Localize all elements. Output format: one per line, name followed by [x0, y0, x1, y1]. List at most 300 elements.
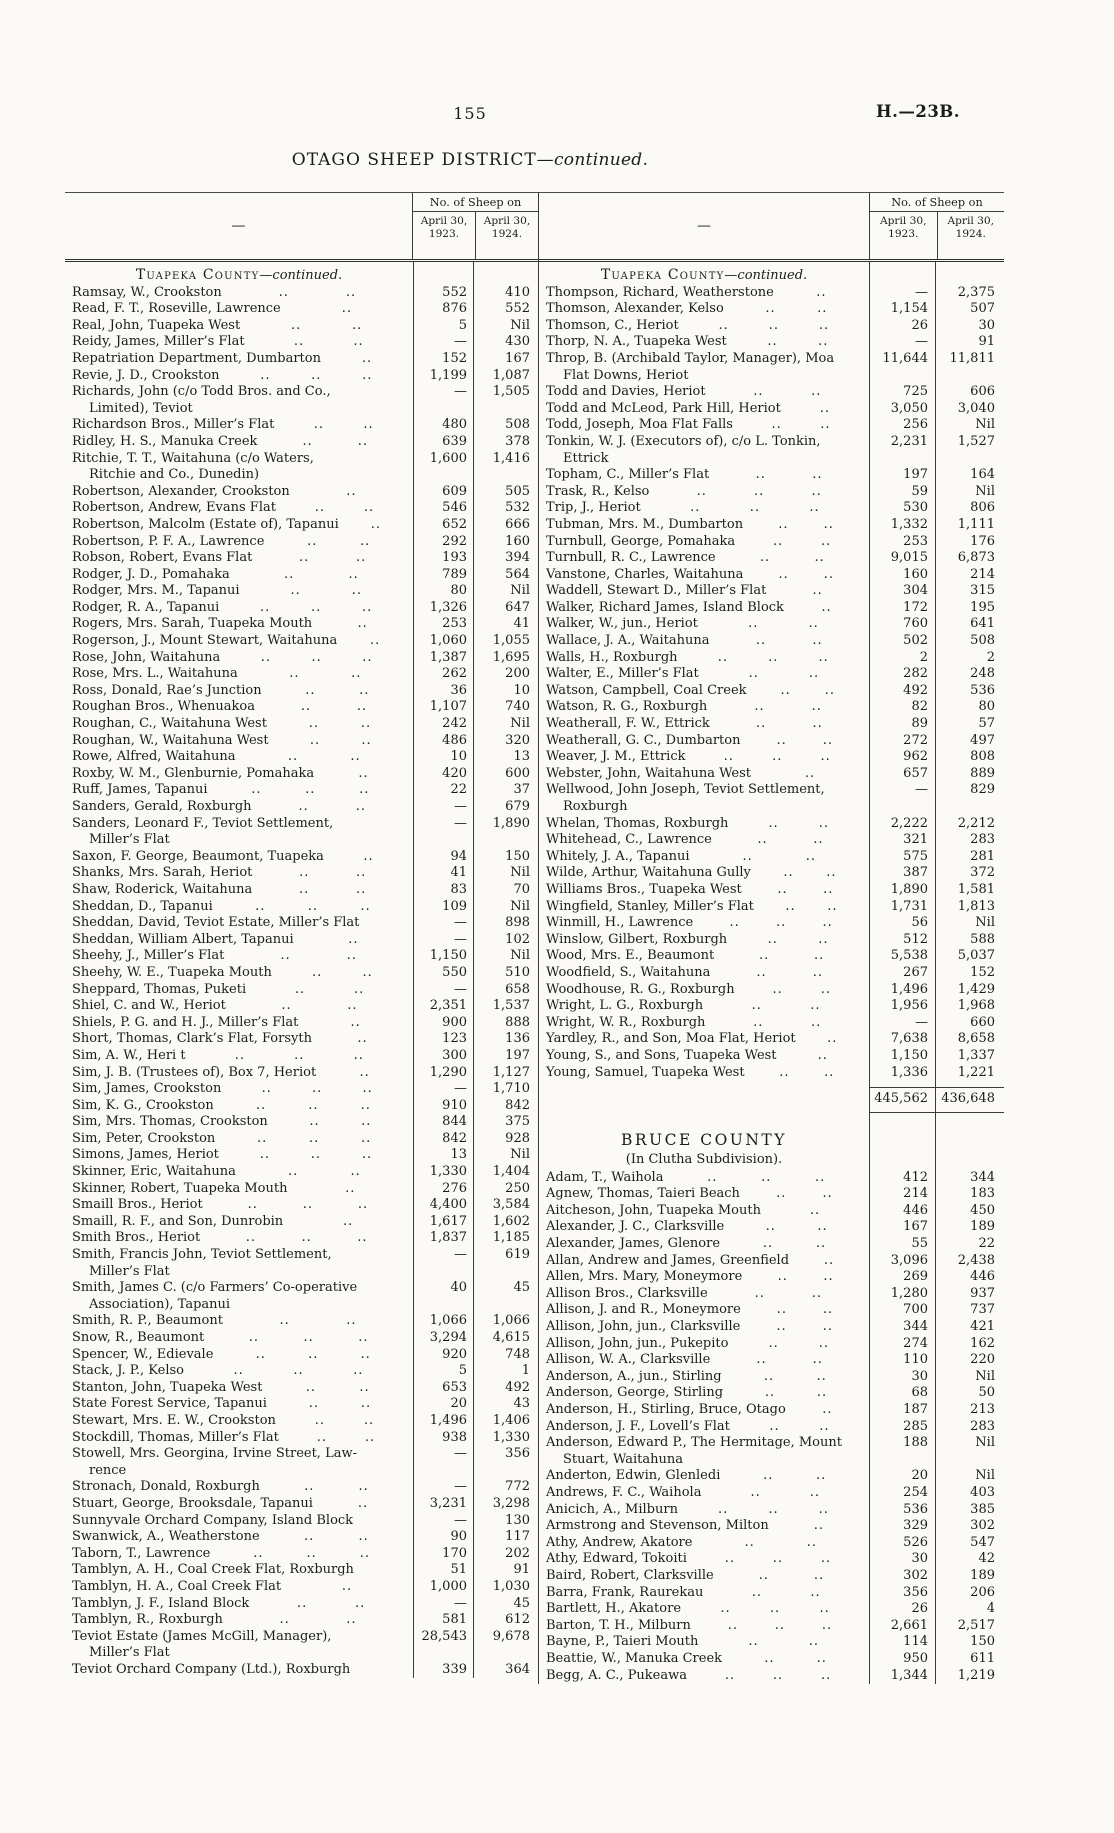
table-row — [539, 285, 1004, 302]
owner-name-text: Woodfield, S., Waitahuna — [546, 964, 711, 980]
owner-name-text: Rodger, R. A., Tapanui — [72, 599, 220, 615]
dot-group: .. — [351, 317, 363, 333]
leader-dots — [716, 550, 869, 567]
owner-name — [65, 1413, 413, 1430]
sheep-1924: 588 — [935, 932, 1004, 949]
owner-name-text: Athy, Edward, Tokoiti — [546, 1551, 687, 1567]
owner-name-text: Yardley, R., and Son, Moa Flat, Heriot — [546, 1031, 796, 1047]
table-row — [539, 1568, 1004, 1585]
table-row — [65, 351, 538, 368]
dot-group: .. — [809, 1202, 821, 1218]
owner-name-text: Sheehy, W. E., Tuapeka Mouth — [72, 964, 272, 980]
dot-group: .. — [316, 1429, 327, 1445]
leader-dots — [210, 1546, 413, 1563]
table-row — [65, 650, 538, 667]
dot-group: .. — [812, 583, 823, 599]
sheep-1924: 91 — [935, 334, 1004, 351]
owner-name — [539, 434, 869, 467]
leader-dots — [312, 616, 413, 633]
owner-name-text: Read, F. T., Roseville, Lawrence — [72, 301, 281, 317]
dot-group: .. — [744, 1534, 755, 1550]
owner-name — [65, 550, 413, 567]
dot-group: .. — [822, 1186, 833, 1202]
table-row — [539, 1502, 1004, 1519]
sheep-1924: 150 — [935, 1634, 1004, 1651]
sheep-1924: 8,658 — [935, 1031, 1004, 1048]
leader-dots — [728, 1336, 869, 1353]
owner-name — [539, 699, 869, 716]
owner-name-text: Tamblyn, H. A., Coal Creek Flat — [72, 1578, 282, 1594]
sheep-1923: 1,154 — [869, 301, 935, 318]
dot-group: .. — [690, 500, 701, 516]
dot-group: .. — [811, 699, 822, 715]
sheep-1923: — — [413, 1446, 473, 1479]
owner-name-text: Beattie, W., Manuka Creek — [546, 1650, 723, 1666]
leader-dots — [316, 1065, 413, 1082]
sheep-1923: 214 — [869, 1186, 935, 1203]
right-table-body — [539, 262, 1004, 1684]
dot-group: .. — [818, 1501, 829, 1517]
county-heading — [539, 1121, 869, 1170]
sheep-1924: Nil — [935, 1369, 1004, 1386]
table-row — [539, 417, 1004, 434]
owner-name-continuation: Roxburgh — [563, 799, 628, 814]
table-row — [65, 384, 538, 417]
sheep-1924: 42 — [935, 1551, 1004, 1568]
sheep-1924: 162 — [935, 1336, 1004, 1353]
sheep-1923: 274 — [869, 1336, 935, 1353]
sheep-1923: 581 — [413, 1612, 473, 1629]
sheep-1924: 302 — [935, 1518, 1004, 1535]
owner-name-text: Williams Bros., Tuapeka West — [546, 881, 742, 897]
sheep-1924: 2,212 — [935, 816, 1004, 833]
owner-name — [539, 1302, 869, 1319]
sheep-1924: 45 — [473, 1280, 538, 1313]
dot-group: .. — [350, 1164, 361, 1180]
dot-group: .. — [305, 782, 316, 798]
owner-name-text: Rogers, Mrs. Sarah, Tuapeka Mouth — [72, 616, 313, 632]
dot-group: .. — [359, 682, 370, 698]
sheep-1924: 30 — [935, 318, 1004, 335]
owner-name — [539, 1568, 869, 1585]
dot-group: .. — [363, 848, 374, 864]
sheep-1924: 737 — [935, 1302, 1004, 1319]
sheep-1924: 1,890 — [473, 816, 538, 849]
county-subdivision: (In Clutha Subdivision). — [625, 1151, 783, 1167]
table-row — [65, 334, 538, 351]
owner-name-text: Robertson, Malcolm (Estate of), Tapanui — [72, 516, 339, 532]
sheep-1924: Nil — [935, 484, 1004, 501]
leader-dots — [710, 965, 869, 982]
dot-group: .. — [755, 633, 767, 649]
dot-group: .. — [359, 1545, 370, 1561]
sheep-1924: 740 — [473, 699, 538, 716]
dot-group: .. — [818, 815, 829, 831]
sheep-1923: — — [413, 982, 473, 999]
owner-name-text: Roxby, W. M., Glenburnie, Pomahaka — [72, 765, 315, 781]
continued-label: —continued. — [259, 268, 343, 283]
owner-name-text: Anderson, J. F., Lovell’s Flat — [546, 1418, 730, 1434]
owner-name — [539, 484, 869, 501]
owner-name — [65, 1181, 413, 1198]
dot-group: .. — [260, 367, 271, 383]
leader-dots — [781, 401, 869, 418]
leader-dots — [740, 1319, 869, 1336]
dot-group: .. — [360, 1097, 371, 1113]
owner-name-text: Trask, R., Kelso — [546, 483, 650, 499]
owner-name — [65, 517, 413, 534]
owner-name-text: Rowe, Alfred, Waitahuna — [72, 749, 236, 765]
dot-group: .. — [756, 1352, 767, 1368]
table-row — [539, 666, 1004, 683]
owner-name — [65, 1330, 413, 1347]
owner-name — [65, 1114, 413, 1131]
dot-group: .. — [369, 633, 381, 649]
owner-name — [539, 318, 869, 335]
sheep-1923: 5 — [413, 318, 473, 335]
sheep-1923: — — [869, 782, 935, 815]
dot-group: .. — [821, 1617, 833, 1633]
leader-dots — [687, 1668, 869, 1685]
dot-group: .. — [301, 1230, 312, 1246]
dot-group: .. — [361, 1147, 373, 1163]
sheep-1924: 508 — [935, 633, 1004, 650]
table-row — [65, 1546, 538, 1563]
owner-name-text: Sim, Peter, Crookston — [72, 1130, 216, 1146]
dot-group: .. — [753, 384, 764, 400]
table-row — [65, 1313, 538, 1330]
leader-dots — [706, 384, 869, 401]
dot-group: .. — [361, 1114, 372, 1130]
sheep-1923: 329 — [869, 1518, 935, 1535]
owner-name-text: Shanks, Mrs. Sarah, Heriot — [72, 865, 253, 881]
table-row — [539, 1518, 1004, 1535]
leader-dots — [213, 1347, 413, 1364]
section-heading-row — [539, 267, 1004, 285]
sheep-1923: 1,000 — [413, 1579, 473, 1596]
dot-group: .. — [821, 599, 832, 615]
owner-name-text: Andrews, F. C., Waihola — [546, 1484, 702, 1500]
table-row — [65, 899, 538, 916]
owner-name — [539, 1585, 869, 1602]
dot-group: .. — [816, 1468, 827, 1484]
dot-group: .. — [768, 649, 779, 665]
sheep-1924: 641 — [935, 616, 1004, 633]
sheep-1924: 2 — [935, 650, 1004, 667]
dot-group: .. — [360, 533, 371, 549]
dot-group: .. — [822, 1402, 833, 1417]
leader-dots — [720, 1468, 869, 1485]
owner-name-continuation: Stuart, Waitahuna — [563, 1451, 683, 1467]
leader-dots — [693, 915, 869, 932]
sheep-1924: 206 — [935, 1585, 1004, 1602]
table-row — [539, 600, 1004, 617]
table-row — [539, 1031, 1004, 1048]
table-row — [539, 1634, 1004, 1651]
sheep-1923: 1,336 — [869, 1065, 935, 1082]
number-columns-header — [869, 193, 1004, 259]
sheep-1923: 170 — [413, 1546, 473, 1563]
owner-name-text: Richards, John (c/o Todd Bros. and Co., — [72, 384, 331, 400]
owner-name-text: Spencer, W., Edievale — [72, 1346, 214, 1362]
table-row — [65, 1562, 538, 1579]
table-row — [539, 1219, 1004, 1236]
dot-group: .. — [360, 898, 371, 914]
dot-group: .. — [353, 1047, 364, 1063]
sheep-1923: 193 — [413, 550, 473, 567]
sheep-1923: 26 — [869, 318, 935, 335]
owner-name — [65, 434, 413, 451]
sheep-1924: 666 — [473, 517, 538, 534]
sheep-1923: 1,326 — [413, 600, 473, 617]
owner-name — [65, 368, 413, 385]
leader-dots — [743, 517, 869, 534]
owner-name-text: Stanton, John, Tuapeka West — [72, 1379, 263, 1395]
owner-name-text: Tamblyn, A. H., Coal Creek Flat, Roxburgh — [72, 1562, 354, 1578]
dot-group: .. — [363, 1412, 375, 1428]
owner-name — [539, 301, 869, 318]
sheep-1923: 1,066 — [413, 1313, 473, 1330]
dot-group: .. — [281, 998, 292, 1014]
leader-dots — [681, 1601, 869, 1618]
owner-name — [539, 534, 869, 551]
table-row — [539, 633, 1004, 650]
owner-name — [539, 1269, 869, 1286]
sheep-1923: 5 — [413, 1363, 473, 1380]
sheep-1923: 552 — [413, 285, 473, 302]
table-row — [539, 384, 1004, 401]
owner-name — [539, 982, 869, 999]
owner-name — [539, 1319, 869, 1336]
owner-name — [539, 1651, 869, 1668]
number-columns-header — [412, 193, 538, 259]
sheep-1924: 167 — [473, 351, 538, 368]
owner-name-text: Shaw, Roderick, Waitahuna — [72, 881, 253, 897]
owner-name — [65, 1396, 413, 1413]
sheep-1923 — [869, 1121, 935, 1170]
dot-group: .. — [816, 284, 827, 300]
sheep-1923: 285 — [869, 1419, 935, 1436]
leader-dots — [678, 1502, 869, 1519]
dot-group: .. — [302, 1197, 313, 1213]
owner-name-text: Sanders, Leonard F., Teviot Settlement, — [72, 815, 334, 831]
owner-name — [65, 334, 413, 351]
owner-name — [65, 982, 413, 999]
sheep-1924: 505 — [473, 484, 538, 501]
owner-name-text: Anderton, Edwin, Glenledi — [546, 1468, 721, 1484]
sheep-1924: 281 — [935, 849, 1004, 866]
leader-dots — [257, 434, 413, 451]
owner-name — [539, 467, 869, 484]
table-row — [539, 683, 1004, 700]
sheep-1924: 364 — [473, 1662, 538, 1679]
sheep-1923: 197 — [869, 467, 935, 484]
owner-name — [65, 1612, 413, 1629]
dot-group: .. — [816, 1385, 828, 1401]
table-row — [65, 285, 538, 302]
dot-group: .. — [780, 682, 791, 698]
dot-group: .. — [259, 1147, 270, 1163]
dot-group: .. — [696, 483, 707, 499]
leader-dots — [761, 1203, 869, 1220]
owner-name-text: Sheppard, Thomas, Puketi — [72, 981, 247, 997]
col-1923-header: April 30, 1923. — [420, 215, 468, 241]
owner-name-text: Winmill, H., Lawrence — [546, 915, 694, 931]
leader-dots — [314, 766, 413, 783]
owner-name — [539, 1485, 869, 1502]
sheep-1924: 1,695 — [473, 650, 538, 667]
dot-group: .. — [247, 1197, 258, 1213]
dot-group: .. — [769, 1601, 781, 1617]
owner-name-text: Agnew, Thomas, Taieri Beach — [546, 1186, 740, 1202]
owner-name-text: Anicich, A., Milburn — [546, 1501, 678, 1517]
leader-dots — [789, 1253, 869, 1270]
dot-group: .. — [342, 1213, 354, 1229]
dot-group: .. — [808, 666, 820, 682]
sheep-1923: 1,837 — [413, 1230, 473, 1247]
spacer — [539, 1113, 869, 1121]
dot-group: .. — [815, 1236, 827, 1252]
table-row — [65, 1131, 538, 1148]
dot-group: .. — [293, 334, 305, 350]
dot-group: .. — [345, 1180, 356, 1196]
sheep-1924: 70 — [473, 882, 538, 899]
sheep-1923: 11,644 — [869, 351, 935, 384]
owner-name — [65, 417, 413, 434]
sheep-1924: 1,406 — [473, 1413, 538, 1430]
owner-name — [65, 633, 413, 650]
sheep-1923: 876 — [413, 301, 473, 318]
leader-dots — [224, 948, 413, 965]
dot-group: .. — [346, 483, 357, 499]
owner-name-text: Tamblyn, J. F., Island Block — [72, 1595, 250, 1611]
owner-name — [65, 616, 413, 633]
dot-group: .. — [816, 1650, 827, 1666]
dot-group: .. — [813, 1518, 824, 1534]
owner-name-text: Simons, James, Heriot — [72, 1147, 219, 1163]
dot-group: .. — [310, 1147, 322, 1163]
leader-dots — [264, 534, 413, 551]
sheep-1923: 536 — [869, 1502, 935, 1519]
dot-group: .. — [312, 1081, 323, 1097]
owner-name-text: Sim, James, Crookston — [72, 1081, 222, 1097]
leader-dots — [685, 749, 869, 766]
sheep-1924: 13 — [473, 749, 538, 766]
table-row — [65, 716, 538, 733]
owner-name-continuation: Association), Tapanui — [89, 1296, 231, 1312]
sheep-1923: 3,231 — [413, 1496, 473, 1513]
table-row — [65, 1164, 538, 1181]
sheep-1924: 189 — [935, 1219, 1004, 1236]
leader-dots — [728, 816, 869, 833]
owner-name — [539, 1668, 869, 1685]
owner-name — [65, 583, 413, 600]
dot-group: .. — [718, 1501, 729, 1517]
table-row — [539, 1402, 1004, 1419]
sheep-1923: — — [413, 384, 473, 417]
owner-name-text: Saxon, F. George, Beaumont, Tuapeka — [72, 848, 324, 864]
group-header: No. of Sheep on — [413, 193, 538, 212]
table-row — [65, 982, 538, 999]
sheep-1924: 202 — [473, 1546, 538, 1563]
table-row — [65, 1579, 538, 1596]
sheep-1923: 1,199 — [413, 368, 473, 385]
dot-group: .. — [783, 865, 794, 881]
leader-dots — [267, 1396, 413, 1413]
owner-name-text: Shiel, C. and W., Heriot — [72, 998, 226, 1014]
sheep-1923: 152 — [413, 351, 473, 368]
sheep-1923: — — [413, 1247, 473, 1280]
owner-name-text: Thompson, Richard, Weatherstone — [546, 284, 774, 300]
table-row — [65, 1413, 538, 1430]
dot-group: .. — [362, 649, 373, 665]
dot-group: .. — [310, 599, 322, 615]
sheep-1923: 789 — [413, 567, 473, 584]
sheep-1924: 808 — [935, 749, 1004, 766]
leader-dots — [735, 534, 869, 551]
sheep-1923: 938 — [413, 1430, 473, 1447]
owner-name-text: Stewart, Mrs. E. W., Crookston — [72, 1412, 276, 1428]
sheep-1923: 253 — [869, 534, 935, 551]
owner-name — [539, 733, 869, 750]
owner-name-text: Turnbull, R. C., Lawrence — [546, 550, 716, 566]
sheep-1923: 41 — [413, 865, 473, 882]
table-row — [65, 500, 538, 517]
sheep-1924: 772 — [473, 1479, 538, 1496]
owner-name-text: Tamblyn, R., Roxburgh — [72, 1612, 223, 1628]
owner-name-text: Teviot Estate (James McGill, Manager), — [72, 1628, 332, 1644]
owner-name — [65, 1579, 413, 1596]
owner-name-text: Alexander, James, Glenore — [546, 1236, 721, 1252]
dot-group: .. — [299, 550, 310, 566]
table-row — [539, 1485, 1004, 1502]
page-title — [65, 150, 875, 170]
owner-name-text: Tonkin, W. J. (Executors of), c/o L. Tonkin, — [546, 433, 821, 449]
leader-dots — [200, 1230, 413, 1247]
table-row — [539, 1336, 1004, 1353]
dot-group: .. — [811, 1285, 823, 1301]
owner-name-text: Shiels, P. G. and H. J., Miller’s Flat — [72, 1014, 299, 1030]
table-row — [539, 1618, 1004, 1635]
owner-name-text: State Forest Service, Tapanui — [72, 1396, 267, 1412]
owner-name — [539, 600, 869, 617]
table-row — [539, 882, 1004, 899]
owner-name — [65, 849, 413, 866]
owner-name — [65, 733, 413, 750]
owner-name — [65, 948, 413, 965]
leader-dots — [705, 1015, 869, 1032]
dot-group: .. — [351, 666, 362, 682]
owner-name-text: Turnbull, George, Pomahaka — [546, 533, 736, 549]
document-reference: H.—23B. — [876, 102, 960, 121]
dot-group: .. — [762, 1236, 774, 1252]
leader-dots — [215, 1131, 413, 1148]
table-row — [65, 1197, 538, 1214]
table-row — [65, 1247, 538, 1280]
dot-group: .. — [345, 284, 357, 300]
owner-name-text: Wilde, Arthur, Waitahuna Gully — [546, 865, 751, 881]
dot-group: .. — [360, 716, 372, 732]
leader-dots — [691, 1618, 869, 1635]
owner-name-text: Sunnyvale Orchard Company, Island Block — [72, 1512, 354, 1528]
owner-name-text: Rose, Mrs. L., Waitahuna — [72, 666, 238, 682]
owner-name — [539, 716, 869, 733]
owner-name — [539, 500, 869, 517]
dot-group: .. — [357, 1197, 369, 1213]
table-row — [539, 782, 1004, 815]
dot-group: .. — [314, 500, 326, 516]
table-row — [539, 1352, 1004, 1369]
